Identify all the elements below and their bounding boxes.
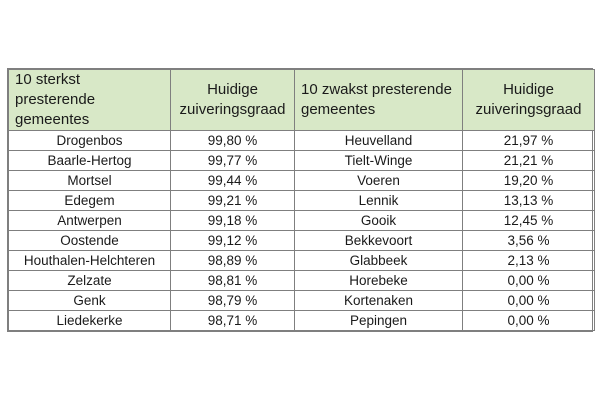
bottom-municipality-rate: 2,13 %	[463, 251, 595, 271]
bottom-municipality-rate: 21,21 %	[463, 151, 595, 171]
header-bottom-rate: Huidige zuiveringsgraad	[463, 70, 595, 131]
table-row	[9, 311, 595, 331]
top-municipality-rate: 99,77 %	[171, 151, 295, 171]
bottom-municipality-name: Lennik	[295, 191, 463, 211]
bottom-municipality-rate: 19,20 %	[463, 171, 595, 191]
top-municipality-rate: 99,44 %	[171, 171, 295, 191]
table-row	[9, 271, 595, 291]
bottom-municipality-name: Heuvelland	[295, 131, 463, 151]
bottom-municipality-name: Gooik	[295, 211, 463, 231]
top-municipality-name: Mortsel	[9, 171, 171, 191]
top-municipality-name: Edegem	[9, 191, 171, 211]
top-municipality-rate: 99,12 %	[171, 231, 295, 251]
bottom-municipality-rate: 12,45 %	[463, 211, 595, 231]
table-row	[9, 191, 595, 211]
top-municipality-rate: 98,79 %	[171, 291, 295, 311]
top-municipality-rate: 98,89 %	[171, 251, 295, 271]
bottom-municipality-rate: 0,00 %	[463, 291, 595, 311]
bottom-municipality-name: Voeren	[295, 171, 463, 191]
table-header-row	[9, 70, 595, 131]
bottom-municipality-name: Glabbeek	[295, 251, 463, 271]
top-municipality-name: Zelzate	[9, 271, 171, 291]
top-municipality-name: Antwerpen	[9, 211, 171, 231]
table-row	[9, 231, 595, 251]
bottom-municipality-rate: 21,97 %	[463, 131, 595, 151]
top-municipality-name: Genk	[9, 291, 171, 311]
bottom-municipality-name: Horebeke	[295, 271, 463, 291]
table-row	[9, 251, 595, 271]
bottom-municipality-rate: 0,00 %	[463, 311, 595, 331]
bottom-municipality-name: Pepingen	[295, 311, 463, 331]
top-municipality-name: Baarle-Hertog	[9, 151, 171, 171]
header-bottom-municipalities: 10 zwakst presterende gemeentes	[295, 70, 463, 131]
municipality-table-container	[7, 68, 593, 332]
header-top-municipalities: 10 sterkst presterende gemeentes	[9, 70, 171, 131]
bottom-municipality-name: Bekkevoort	[295, 231, 463, 251]
municipality-purification-table	[8, 69, 595, 331]
top-municipality-name: Liedekerke	[9, 311, 171, 331]
bottom-municipality-name: Tielt-Winge	[295, 151, 463, 171]
top-municipality-rate: 99,80 %	[171, 131, 295, 151]
table-row	[9, 211, 595, 231]
bottom-municipality-name: Kortenaken	[295, 291, 463, 311]
table-row	[9, 171, 595, 191]
top-municipality-name: Houthalen-Helchteren	[9, 251, 171, 271]
top-municipality-name: Drogenbos	[9, 131, 171, 151]
top-municipality-rate: 98,81 %	[171, 271, 295, 291]
table-row	[9, 151, 595, 171]
top-municipality-name: Oostende	[9, 231, 171, 251]
table-row	[9, 131, 595, 151]
bottom-municipality-rate: 0,00 %	[463, 271, 595, 291]
bottom-municipality-rate: 13,13 %	[463, 191, 595, 211]
bottom-municipality-rate: 3,56 %	[463, 231, 595, 251]
table-row	[9, 291, 595, 311]
top-municipality-rate: 99,21 %	[171, 191, 295, 211]
top-municipality-rate: 98,71 %	[171, 311, 295, 331]
top-municipality-rate: 99,18 %	[171, 211, 295, 231]
header-top-rate: Huidige zuiveringsgraad	[171, 70, 295, 131]
